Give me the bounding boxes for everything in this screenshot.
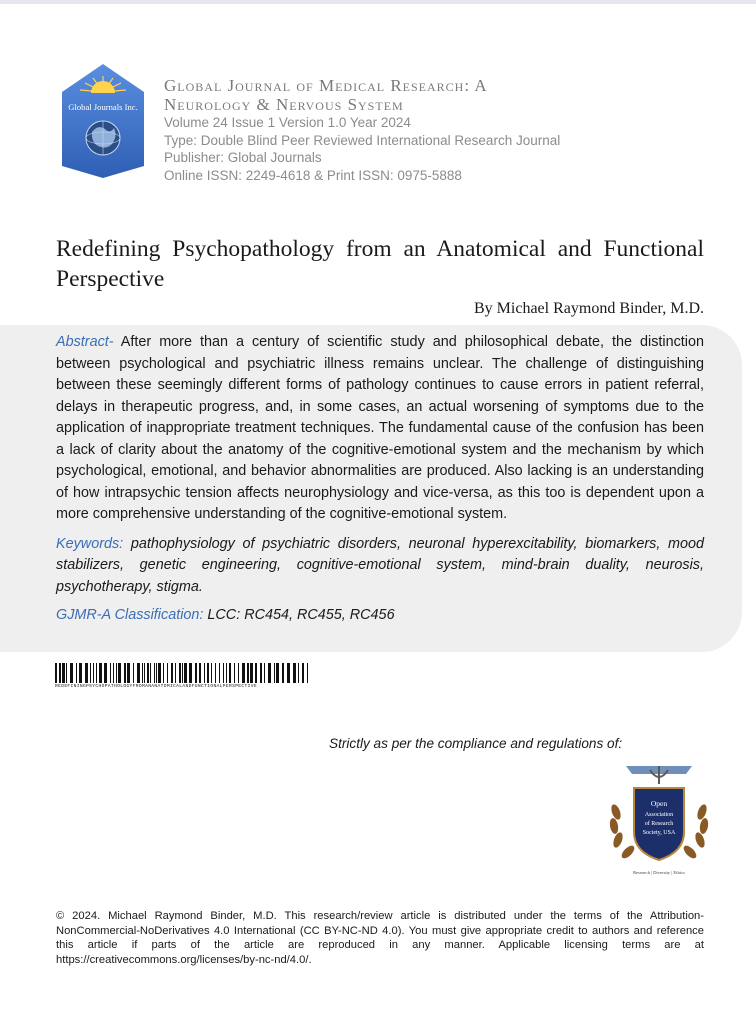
barcode-bar [110,663,111,683]
article-author: By Michael Raymond Binder, M.D. [474,300,704,317]
journal-issn: Online ISSN: 2249-4618 & Print ISSN: 0975-5888 [164,167,462,183]
barcode-bar [234,663,235,683]
barcode-bar [298,663,299,683]
barcode-text: REDEFININGPSYCHOPATHOLOGYFROMANANATOMICALANDFUNCTIONALPERSPECTIVE [55,684,257,689]
barcode-bar [219,663,220,683]
keywords-text: pathophysiology of psychiatric disorders, neuronal hyperexcitability, biomarkers, mood stabilizers, genetic engineering, cognitive-emotional system, mind-brain duality, neurosis, psychotherapy, stigma. [56,535,704,595]
journal-volume: Volume 24 Issue 1 Version 1.0 Year 2024 [164,115,411,130]
barcode-bar [264,663,265,683]
barcode-bar [255,663,257,683]
barcode-bar [215,663,216,683]
barcode-bar [70,663,73,683]
barcode-bar [247,663,249,683]
barcode-bar [104,663,107,683]
barcode-bar [79,663,82,683]
barcode-bar [76,663,77,683]
barcode-bar [229,663,231,683]
barcode-bar [144,663,145,683]
barcode-bar [154,663,155,683]
abstract-text: After more than a century of scientific study and philosophical debate, the distinction between psychological and psychiatric illness remains unclear. The challenge of distinguishing between these seemingly different forms of pathology continues to cause errors in patient referral, delays in therapeutic progress, and, in some cases, an actual worsening of symptoms due to the application of inappropriate treatment techniques. The fundamental cause of the confusion has been a lack of clarity about the anatomy of the cognitive-emotional system and the mechanism by which psychological, emotional, and behavior abnormalities are produced. Also lacking is an understanding of how intrapsychic tension affects neurophysiology and vice-versa, as this too is dependent upon a more comprehensive understanding of the cognitive-emotional system. [56,334,704,522]
barcode-bar [199,663,201,683]
barcode [55,663,308,683]
classification-paragraph [56,605,704,627]
abstract-label: Abstract- [56,334,114,350]
barcode-bar [250,663,253,683]
barcode-bar [274,663,275,683]
journal-publisher: Publisher: Global Journals [164,150,322,165]
journal-title-line2: Neurology & Nervous System [164,95,404,114]
barcode-bar [167,663,168,683]
barcode-bar [59,663,61,683]
barcode-bar [93,663,94,683]
open-association-logo [604,760,714,880]
barcode-bar [223,663,224,683]
barcode-bar [90,663,91,683]
barcode-bar [238,663,239,683]
barcode-bar [302,663,304,683]
keywords-paragraph [56,534,704,599]
barcode-bar [127,663,130,683]
barcode-bar [189,663,192,683]
oars-line1: Open [650,799,668,808]
barcode-bar [124,663,126,683]
barcode-bar [182,663,183,683]
keywords-label: Keywords: [56,535,124,552]
barcode-bar [287,663,290,683]
barcode-bar [226,663,227,683]
journal-type: Type: Double Blind Peer Reviewed International Research Journal [164,132,561,148]
oars-line3: of Research [644,821,674,827]
oars-line2: Association [644,812,674,818]
barcode-bar [179,663,181,683]
journal-title-line1: Global Journal of Medical Research: A [164,76,488,95]
barcode-bar [158,663,161,683]
barcode-bar [156,663,157,683]
barcode-bar [137,663,140,683]
barcode-bar [276,663,279,683]
compliance-statement: Strictly as per the compliance and regulations of: [329,736,623,751]
article-title: Redefining Psychopathology from an Anatomical and Functional Perspective [56,236,704,292]
barcode-bar [147,663,149,683]
barcode-bar [116,663,117,683]
barcode-bar [163,663,164,683]
journal-header [164,76,724,184]
barcode-bar [293,663,296,683]
barcode-bar [242,663,245,683]
barcode-bar [307,663,308,683]
barcode-bar [282,663,284,683]
barcode-bar [118,663,121,683]
classification-text: LCC: RC454, RC455, RC456 [207,607,395,623]
copyright-notice: © 2024. Michael Raymond Binder, M.D. This research/review article is distributed under the terms of the Attribution-NonCommercial-NoDerivatives 4.0 International (CC BY-NC-ND 4.0). You must give appropriate credit to authors and reference this article if parts of the article are reproduced in any manner. Applicable licensing terms are at https://creativecommons.org/licenses/by-nc-nd/4.0/. [56,910,704,966]
classification-label: GJMR-A Classification: [56,607,204,623]
logo-text: Global Journals Inc. [68,102,138,112]
barcode-bar [150,663,151,683]
barcode-bar [96,663,97,683]
barcode-bar [184,663,187,683]
global-journals-logo [58,62,148,180]
abstract-section [56,332,704,627]
barcode-bar [260,663,262,683]
barcode-bar [55,663,57,683]
abstract-paragraph [56,332,704,526]
barcode-bar [62,663,65,683]
barcode-bar [85,663,88,683]
barcode-bar [195,663,197,683]
barcode-bar [204,663,205,683]
top-border [0,0,756,4]
barcode-bar [268,663,271,683]
barcode-bar [142,663,143,683]
barcode-bar [207,663,209,683]
barcode-bar [133,663,134,683]
barcode-bar [113,663,114,683]
barcode-bar [66,663,67,683]
barcode-bar [99,663,102,683]
oars-line4: Society, USA [642,830,676,836]
barcode-bar [175,663,176,683]
barcode-bar [211,663,212,683]
oars-tagline: Research | Diversity | Ethics [633,870,685,875]
barcode-bar [171,663,173,683]
